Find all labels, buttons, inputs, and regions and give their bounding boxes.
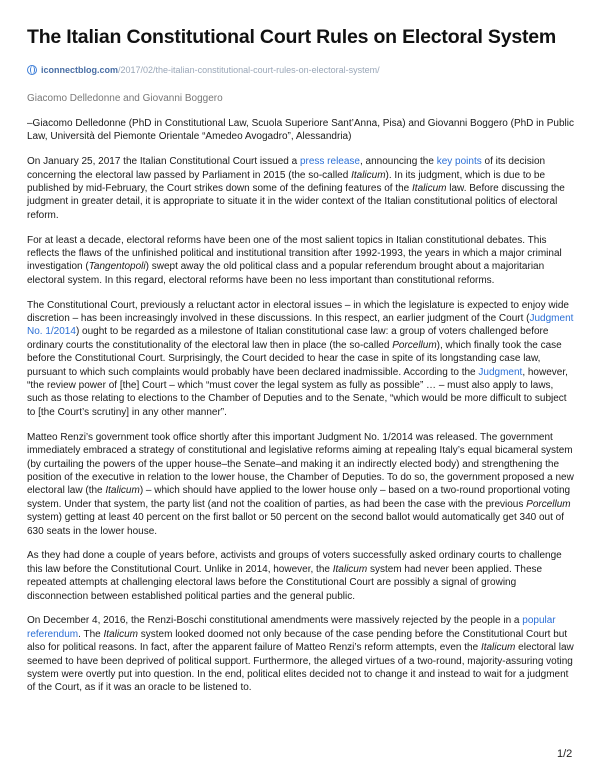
judgment-2014-link[interactable]: Judgment No. 1/2014 (27, 313, 574, 338)
authors-byline: Giacomo Delledonne and Giovanni Boggero (27, 93, 223, 104)
article-body (27, 117, 575, 706)
paragraph-7: On December 4, 2016, the Renzi-Boschi constitutional amendments were massively rejected by the people in a popular referendum. The Italicum system looked doomed not only because of the case pending before the Constitutional Court but also for political reasons. In fact, after the apparent failure of Matteo Renzi’s reform attempts, even the Italicum electoral law seemed to have been deprived of political support. Furthermore, the alleged virtues of a two-round, majority-assuring voting system were overtly put into question. In the end, political elites decided not to change it and instead to wait for a judgment of the Court, as if it was an oracle to be listened to. (27, 615, 574, 694)
popular-referendum-link[interactable]: popular referendum (27, 615, 556, 640)
paragraph-4: The Constitutional Court, previously a reluctant actor in electoral issues – in which the legislature is expected to enjoy wide discretion – has been increasingly involved in these discussions. In this respect, an earlier judgment of the Court (Judgment No. 1/2014) ought to be regarded as a milestone of Italian constitutional case law: a group of voters challenged before ordinary courts the constitutionality of the electoral law then in place (the so-called Porcellum), which finally took the case before the Constitutional Court. Surprisingly, the Court decided to hear the case in spite of its longstanding case law, pursuant to which such complaints would probably have been declared inadmissible. According to the Judgment, however, “the review power of [the] Court – which “must cover the legal system as fully as possible” … – must also apply to laws, such as those relating to elections to the Chamber of Deputies and to the Senate, “which would be more difficult to subject to [the Court’s scrutiny] in any other manner”. (27, 299, 574, 418)
source-url[interactable] (27, 65, 380, 75)
paragraph-3: For at least a decade, electoral reforms have been one of the most salient topics in Italian constitutional debates. This reflects the flaws of the unfinished political and institutional transition after 1992-1993, the years in which a major criminal investigation (Tangentopoli) swept away the old political class and a popular referendum brought about a majoritarian electoral system. In this regard, electoral reforms have been no less important than constitutional reforms. (27, 234, 562, 286)
source-host[interactable]: iconnectblog.com (41, 65, 119, 75)
article-title: The Italian Constitutional Court Rules on Electoral System (27, 26, 557, 48)
judgment-link[interactable]: Judgment (478, 366, 523, 378)
page-number: 1/2 (557, 748, 573, 760)
press-release-link[interactable]: press release (299, 156, 360, 168)
source-path[interactable]: /2017/02/the-italian-constitutional-court-rules-on-electoral-system/ (118, 65, 380, 75)
paragraph-5: Matteo Renzi’s government took office shortly after this important Judgment No. 1/2014 was released. The government immediately embraced a strategy of constitutional and legislative reforms aiming at repealing Italy’s equal bicameral system (by curtailing the powers of the upper house–the Senate–and making it an indirectly elected body) and strengthening the position of the executive in relation to the lower house, the Chamber of Deputies. To do so, the government proposed a new electoral law (the Italicum) – which should have applied to the lower house only – based on a two-round proportional voting system. Under that system, the party list (and not the coalition of parties, as had been the case with the previous Porcellum system) getting at least 40 percent on the first ballot or 50 percent on the second ballot would automatically get 340 out of 630 seats in the lower house. (27, 431, 574, 537)
paragraph-6: As they had done a couple of years before, activists and groups of voters successfully asked ordinary courts to challenge this law before the Constitutional Court. Unlike in 2014, however, the Italicum system had never been applied. These repeated attempts at challenging electoral laws before the Constitutional Court are possibly a signal of growing disconnection between established political parties and the general public. (27, 550, 562, 602)
paragraph-1: –Giacomo Delledonne (PhD in Constitutional Law, Scuola Superiore Sant’Anna, Pisa) and Giovanni Boggero (PhD in Public Law, Università del Piemonte Orientale “Amedeo Avogadro”, Alessandria) (27, 118, 574, 143)
paragraph-2: On January 25, 2017 the Italian Constitutional Court issued a press release, announcing the key points of its decision concerning the electoral law passed by Parliament in 2015 (the so-called Italicum). In its judgment, which is due to be published by mid-February, the Court strikes down some of the defining features of the Italicum law. Before discussing the judgment in greater detail, it is appropriate to situate it in the wider context of the Italian constitutional politics of electoral reform. (27, 156, 565, 221)
globe-icon (27, 65, 37, 75)
key-points-link[interactable]: key points (436, 156, 482, 168)
